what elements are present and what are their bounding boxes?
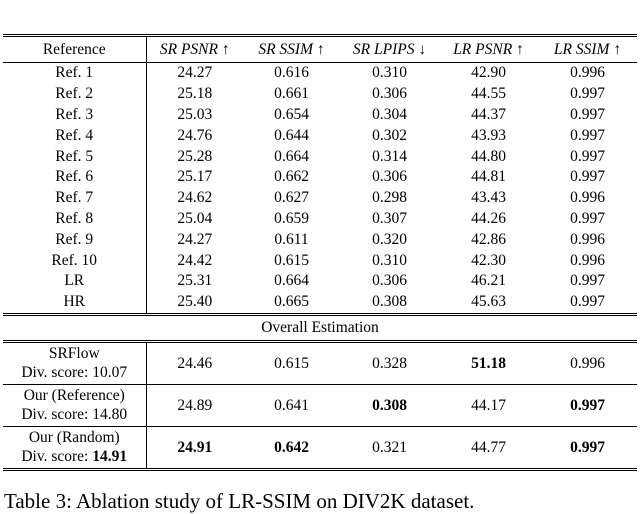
row-label: Ref. 8 (3, 209, 146, 230)
cell-value: 0.328 (372, 354, 407, 372)
table-cell: 0.302 (372, 126, 407, 144)
table-cell: 25.03 (177, 105, 213, 123)
table-cell: 24.27 (177, 64, 213, 82)
cell-value: 0.996 (570, 354, 605, 372)
diversity-label: Div. score: (21, 448, 93, 466)
table-cell: 24.42 (177, 251, 213, 269)
table-row (3, 84, 637, 105)
table-cell: 0.310 (372, 64, 407, 82)
diversity-score (3, 447, 146, 466)
header-row (3, 36, 637, 63)
method-label-cell (3, 384, 146, 426)
table-cell: 0.997 (570, 209, 605, 227)
table-cell: 0.308 (340, 292, 439, 314)
table-cell: 24.27 (177, 230, 213, 248)
diversity-value: 10.07 (92, 364, 128, 382)
table-cell: 25.31 (177, 272, 213, 290)
table-cell: 25.17 (177, 168, 213, 186)
row-label: Ref. 5 (3, 146, 146, 167)
table-cell: 0.307 (372, 209, 407, 227)
diversity-score (3, 363, 146, 382)
cell-value: 0.615 (274, 354, 309, 372)
table-cell: 0.320 (372, 230, 407, 248)
table-cell: 24.76 (177, 126, 213, 144)
row-label: Ref. 2 (3, 84, 146, 105)
table-cell (243, 384, 340, 426)
row-label: Ref. 4 (3, 125, 146, 146)
row-label: Ref. 6 (3, 167, 146, 188)
table-cell: 0.611 (274, 230, 309, 248)
cell-value: 0.641 (274, 396, 309, 414)
col-header-sr-lpips: SR LPIPS ↓ (340, 36, 439, 63)
table-cell: 0.997 (570, 147, 605, 165)
table-cell: 25.40 (146, 292, 243, 314)
best-value: 0.997 (570, 396, 605, 414)
best-value: 0.642 (274, 438, 309, 456)
table-cell: 42.90 (471, 64, 506, 82)
reference-rows (3, 63, 637, 315)
method-label-cell (3, 341, 146, 384)
table-cell: 0.996 (570, 189, 605, 207)
row-label: Ref. 9 (3, 229, 146, 250)
col-header-sr-ssim: SR SSIM ↑ (243, 36, 340, 63)
table-cell: 0.644 (274, 126, 309, 144)
diversity-value: 14.91 (92, 448, 128, 466)
table-caption: Table 3: Ablation study of LR-SSIM on DIV2K dataset. (4, 489, 475, 513)
method-row (3, 426, 637, 469)
table-cell: 0.996 (570, 251, 605, 269)
table-cell: 42.86 (471, 230, 506, 248)
table-cell: 44.37 (471, 105, 506, 123)
table-cell: 44.55 (471, 85, 506, 103)
table-cell: 0.616 (274, 64, 309, 82)
table-cell (146, 384, 243, 426)
method-rows (3, 341, 637, 469)
table-cell: 0.659 (274, 209, 309, 227)
table-cell: 0.664 (274, 272, 309, 290)
table-cell (340, 341, 439, 384)
col-header-lr-ssim: LR SSIM ↑ (538, 36, 637, 63)
table-cell: 0.997 (570, 105, 605, 123)
row-label: LR (3, 271, 146, 292)
table-row (3, 125, 637, 146)
best-value: 24.91 (177, 438, 213, 456)
method-name: SRFlow (48, 345, 100, 363)
table-cell (439, 341, 538, 384)
table-cell: 43.93 (471, 126, 506, 144)
table-cell: 25.04 (177, 209, 213, 227)
table-cell (243, 426, 340, 469)
cell-value: 44.17 (471, 396, 506, 414)
best-value: 0.997 (570, 438, 605, 456)
table-cell: 0.997 (570, 85, 605, 103)
table-cell: 42.30 (471, 251, 506, 269)
method-name: Our (Reference) (23, 387, 125, 405)
method-row (3, 341, 637, 384)
table-cell: 0.314 (372, 147, 407, 165)
table-cell (538, 426, 637, 469)
table-cell: 0.662 (274, 168, 309, 186)
table-cell: 0.997 (570, 168, 605, 186)
best-value: 51.18 (471, 354, 506, 372)
table-cell: 25.28 (177, 147, 213, 165)
table-cell: 0.298 (372, 189, 407, 207)
table-row (3, 229, 637, 250)
table-cell: 45.63 (439, 292, 538, 314)
diversity-label: Div. score: (21, 406, 93, 424)
table-cell (340, 384, 439, 426)
table-cell (439, 384, 538, 426)
table-row (3, 209, 637, 230)
table-cell: 0.306 (372, 85, 407, 103)
method-row (3, 384, 637, 426)
table-cell: 46.21 (471, 272, 506, 290)
table-cell: 0.306 (372, 272, 407, 290)
table-cell: 44.26 (471, 209, 506, 227)
table-cell: 0.665 (243, 292, 340, 314)
diversity-score (3, 405, 146, 424)
table-cell (538, 384, 637, 426)
table-row (3, 105, 637, 126)
cell-value: 24.89 (177, 396, 213, 414)
table-cell: 0.996 (570, 230, 605, 248)
table-row (3, 167, 637, 188)
table-cell: 0.997 (570, 126, 605, 144)
section-row (3, 314, 637, 341)
table-row (3, 146, 637, 167)
table-cell: 0.664 (274, 147, 309, 165)
table-cell: 25.18 (177, 85, 213, 103)
results-table (3, 34, 637, 471)
col-header-reference: Reference (3, 36, 146, 63)
cell-value: 24.46 (177, 354, 213, 372)
table-cell (439, 426, 538, 469)
table-cell: 0.615 (274, 251, 309, 269)
col-header-lr-psnr: LR PSNR ↑ (439, 36, 538, 63)
best-value: 0.308 (372, 396, 407, 414)
diversity-value: 14.80 (92, 406, 128, 424)
table-cell: 0.997 (538, 292, 637, 314)
table-cell: 0.304 (372, 105, 407, 123)
table-row (3, 292, 637, 314)
section-label: Overall Estimation (3, 314, 637, 341)
table-cell: 44.80 (471, 147, 506, 165)
cell-value: 0.321 (372, 438, 407, 456)
row-label: Ref. 1 (3, 63, 146, 84)
method-label-cell (3, 426, 146, 469)
table-cell (538, 341, 637, 384)
table-row (3, 63, 637, 84)
table-cell (243, 341, 340, 384)
method-name: Our (Random) (28, 429, 120, 447)
table-cell: 0.997 (570, 272, 605, 290)
row-label: HR (3, 292, 146, 314)
results-table-container (3, 34, 637, 471)
row-label: Ref. 3 (3, 105, 146, 126)
table-cell (146, 341, 243, 384)
table-cell: 24.62 (177, 189, 213, 207)
table-cell: 44.81 (471, 168, 506, 186)
table-row (3, 188, 637, 209)
table-cell: 0.306 (372, 168, 407, 186)
diversity-label: Div. score: (21, 364, 93, 382)
table-cell (146, 426, 243, 469)
col-header-sr-psnr: SR PSNR ↑ (146, 36, 243, 63)
cell-value: 44.77 (471, 438, 506, 456)
table-cell: 0.661 (274, 85, 309, 103)
table-row (3, 250, 637, 271)
table-cell: 0.654 (274, 105, 309, 123)
table-cell: 0.310 (372, 251, 407, 269)
table-cell: 43.43 (471, 189, 506, 207)
row-label: Ref. 10 (3, 250, 146, 271)
table-cell: 0.996 (570, 64, 605, 82)
table-cell (340, 426, 439, 469)
row-label: Ref. 7 (3, 188, 146, 209)
table-row (3, 271, 637, 292)
table-cell: 0.627 (274, 189, 309, 207)
